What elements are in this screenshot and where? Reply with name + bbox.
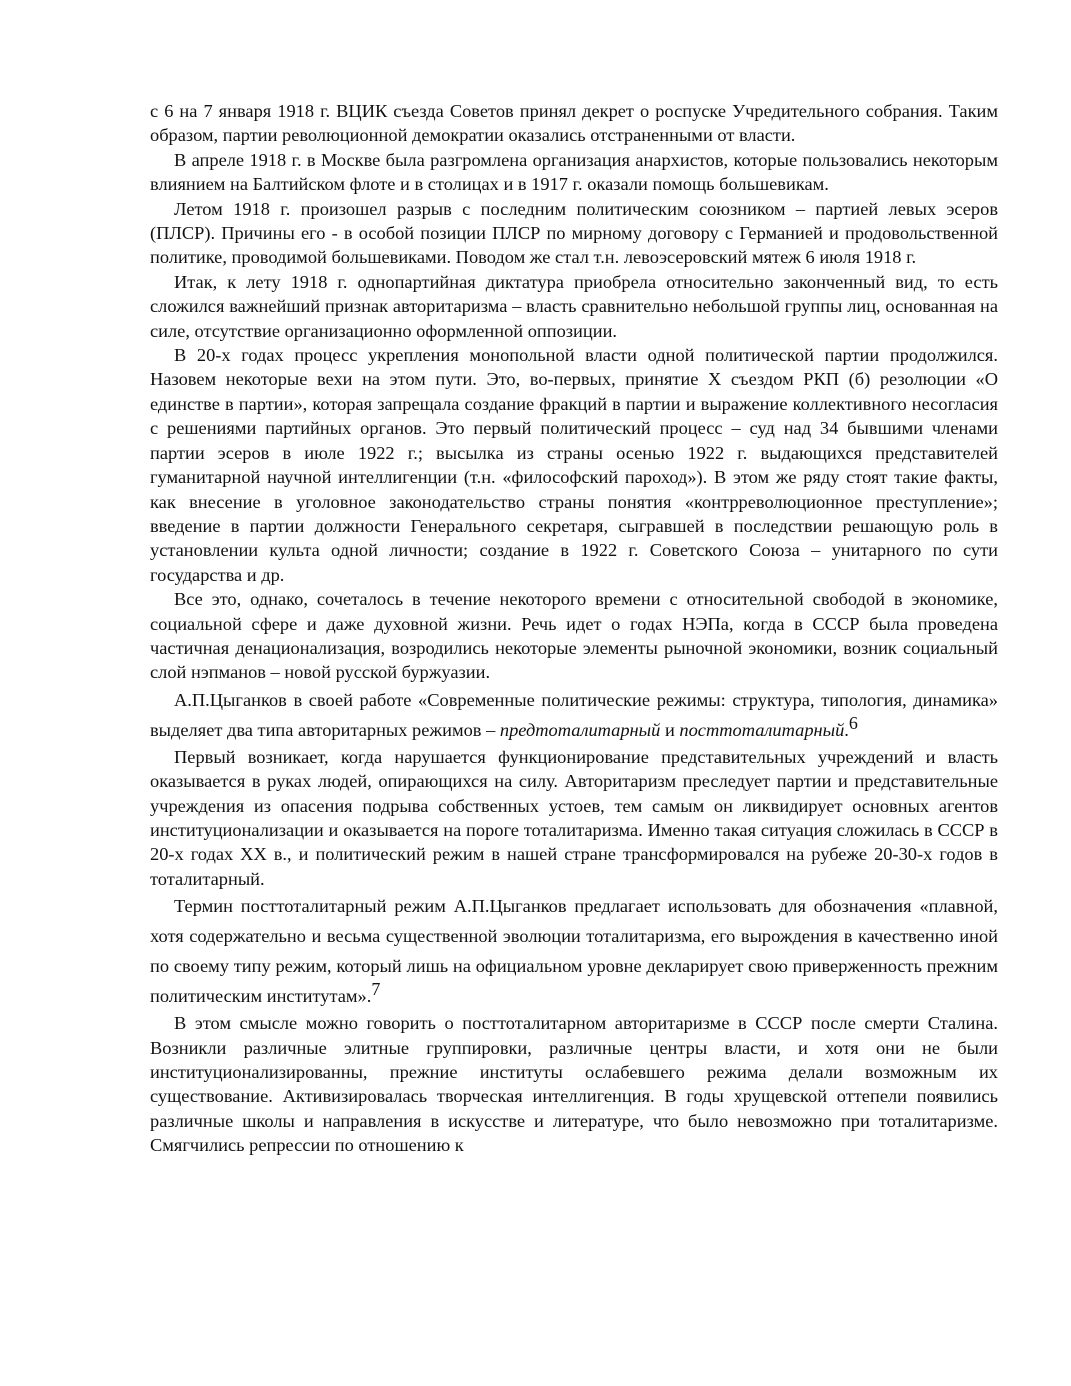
term-posttotalitarian: посттоталитарный	[679, 719, 845, 740]
tsygankov-conjunction: и	[660, 719, 680, 740]
paragraph-6: Все это, однако, сочеталось в течение некоторого времени с относительной свободой в экономике, социальной сфере и даже духовной жизни. Речь идет о годах НЭПа, когда в СССР была проведена частичная денационализация, возродились некоторые элементы рыночной экономики, возник социальный слой нэпманов – новой русской буржуазии.	[150, 589, 998, 683]
document-page	[150, 99, 998, 1158]
term-pretotalitarian: предтоталитарный	[499, 719, 661, 740]
paragraph-term	[150, 891, 998, 1011]
paragraph-3: Летом 1918 г. произошел разрыв с последним политическим союзником – партией левых эсеров (ПЛСР). Причины его - в особой позиции ПЛСР по мирному договору с Германией и продовольственной политике, проводимой большевиками. Поводом же стал т.н. левоэсеровский мятеж 6 июля 1918 г.	[150, 198, 998, 268]
paragraph-first-type: Первый возникает, когда нарушается функционирование представительных учреждений и власть оказывается в руках людей, опирающихся на силу. Авторитаризм преследует партии и представительные учреждения из опасения подрыва собственных устоев, тем самым он ликвидирует основных агентов институционализации и оказывается на пороге тоталитаризма. Именно такая ситуация сложилась в СССР в 20-х годах XX в., и политический режим в нашей стране трансформировался на рубеже 20-30-х годов в тоталитарный.	[150, 746, 998, 889]
paragraph-last: В этом смысле можно говорить о посттоталитарном авторитаризме в СССР после смерти Сталина. Возникли различные элитные группировки, различные центры власти, и хотя они не были институционализированны, прежние институты ослабевшего режима делали возможным их существование. Активизировалась творческая интеллигенция. В годы хрущевской оттепели появились различные школы и направления в искусстве и литературе, что было невозможно при тоталитаризме. Смягчились репрессии по отношению к	[150, 1013, 998, 1156]
tsygankov-text: А.П.Цыганков в своей работе «Современные политические режимы: структура, типология, динамика» выделяет два типа авторитарных режимов –	[150, 689, 998, 740]
footnote-ref-7[interactable]: 7	[371, 979, 381, 1000]
term-text: Термин посттоталитарный режим А.П.Цыганков предлагает использовать для обозначения «плавной, хотя содержательно и весьма существенной эволюции тоталитаризма, его вырождения в качественно иной по своему типу режим, который лишь на официальном уровне декларирует свою приверженность прежним политическим институтам».	[150, 896, 998, 1007]
paragraph-4: Итак, к лету 1918 г. однопартийная диктатура приобрела относительно законченный вид, то есть сложился важнейший признак авторитаризма – власть сравнительно небольшой группы лиц, основанная на силе, отсутствие организационно оформленной оппозиции.	[150, 271, 998, 341]
paragraph-2: В апреле 1918 г. в Москве была разгромлена организация анархистов, которые пользовались некоторым влиянием на Балтийском флоте и в столицах и в 1917 г. оказали помощь большевикам.	[150, 149, 998, 195]
paragraph-1: с 6 на 7 января 1918 г. ВЦИК съезда Советов принял декрет о роспуске Учредительного собрания. Таким образом, партии революционной демократии оказались отстраненными от власти.	[150, 101, 998, 146]
tsygankov-period: .	[844, 719, 849, 740]
footnote-ref-6[interactable]: 6	[848, 712, 858, 733]
paragraph-5: В 20-х годах процесс укрепления монопольной власти одной политической партии продолжился. Назовем некоторые вехи на этом пути. Это, во-первых, принятие X съездом РКП (б) резолюции «О единстве в партии», которая запрещала создание фракций в партии и выражение коллективного несогласия с решениями партийных органов. Это первый политический процесс – суд над 34 бывшими членами партии эсеров в июле 1922 г.; высылка из страны осенью 1922 г. выдающихся представителей гуманитарной научной интеллигенции (т.н. «философский пароход»). В этом же ряду стоят такие факты, как внесение в уголовное законодательство страны понятия «контрреволюционное преступление»; введение в партии должности Генерального секретаря, сыгравшей в последствии решающую роль в установлении культа одной личности; создание в 1922 г. Советского Союза – унитарного по сути государства и др.	[150, 345, 998, 585]
paragraph-tsygankov	[150, 685, 998, 745]
